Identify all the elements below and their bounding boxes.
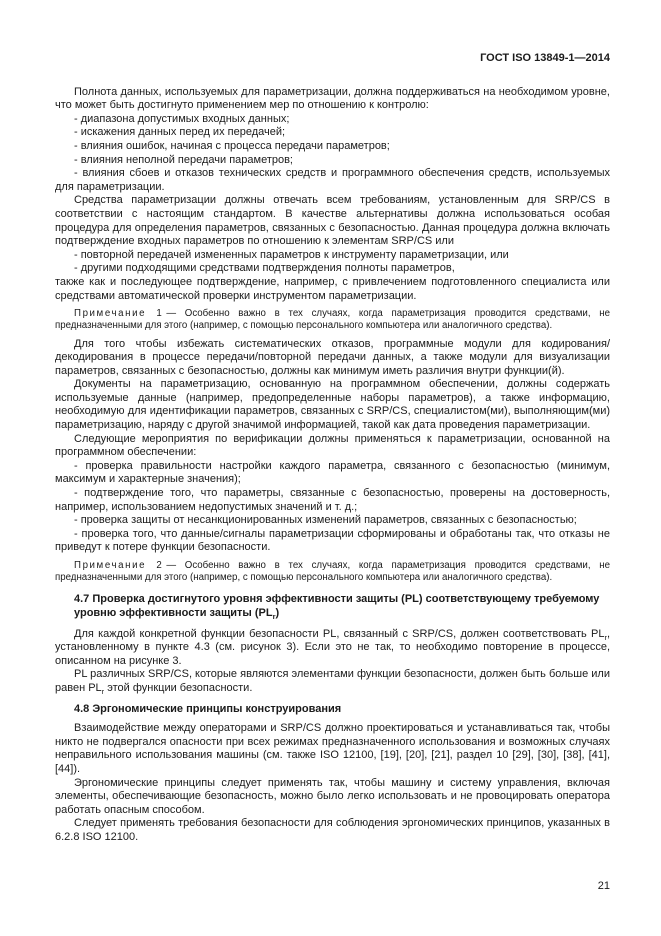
list-item-verification-3: - проверка защиты от несанкционированных изменений параметров, связанных с безопасностью;: [74, 514, 577, 527]
paragraph-systematic-failures: Для того чтобы избежать систематических отказов, программные модули для кодирования/декодирования в процессе передачи/повторной передачи данных, а также модули для визуализации параметров, связанных с безопасностью, должны как минимум иметь различия внутри функции(й).: [55, 337, 610, 377]
subscript-r: r: [272, 612, 276, 622]
note-1-label: Примечание 1: [74, 308, 164, 320]
page-number: 21: [597, 880, 610, 893]
subscript-r: r: [604, 632, 607, 642]
paragraph-verification-intro: Следующие мероприятия по верификации должны применяться к параметризации, основанной на программном обеспечении:: [55, 432, 610, 459]
subscript-r: r: [101, 687, 105, 697]
list-item-confirm-2: - другими подходящими средствами подтверждения полноты параметров,: [74, 262, 455, 275]
list-item-verification-4: - проверка того, что данные/сигналы параметризации сформированы и обработаны так, что отказы не приведут к потере функции безопасности.: [55, 527, 610, 554]
section-heading-4-7: [55, 593, 610, 620]
paragraph-pl-correspondence-a: Для каждой конкретной функции безопасности PL, связанный с SRP/CS, должен соответствовать PL: [74, 627, 605, 640]
list-item-control-2: - искажения данных перед их передачей;: [74, 126, 286, 139]
note-2-text: — Особенно важно в тех случаях, когда параметризация проводится средствами, не предназначенными для этого (например, с помощью персонального компьютера или аналогичного средства).: [55, 560, 610, 584]
list-item-confirm-1: - повторной передачей измененных параметров к инструменту параметризации, или: [74, 248, 509, 261]
paragraph-pl-greater-equal-b: этой функции безопасности.: [104, 681, 253, 694]
paragraph-ergonomics-3: Следует применять требования безопасности для соблюдения эргономических принципов, указанных в 6.2.8 ISO 12100.: [55, 817, 610, 843]
note-1-text: — Особенно важно в тех случаях, когда параметризация проводится средствами, не предназначенными для этого (например, с помощью персонального компьютера или аналогичного средства).: [55, 308, 610, 332]
section-heading-4-8: 4.8 Эргономические принципы конструирования: [74, 702, 342, 715]
note-2: [55, 560, 610, 584]
section-heading-4-7-text: 4.7 Проверка достигнутого уровня эффективности защиты (PL) соответствующему требуемому уровню эффективности защиты (PL: [74, 593, 600, 619]
section-heading-4-7-close: ): [275, 607, 280, 619]
paragraph-parameterization-means: Средства параметризации должны отвечать всем требованиям, установленным для SRP/CS в соответствии с настоящим стандартом. В качестве альтернативы должна использоваться особая процедура для определения параметров, связанных с безопасностью. Данная процедура должна включать подтверждение входных параметров по отношению к элементам SRP/CS или: [55, 194, 610, 248]
list-item-control-3: - влияния ошибок, начиная с процесса передачи параметров;: [74, 139, 390, 152]
standard-designation: ГОСТ ISO 13849-1—2014: [480, 52, 610, 64]
page-content: [55, 86, 610, 845]
page-header: [55, 52, 610, 66]
paragraph-ergonomics-1: Взаимодействие между операторами и SRP/CS должно проектироваться и устанавливаться так, чтобы никто не подвергался опасности при всех режимах предназначенного использования и возможных случаях неправильного использования машины (см. также ISO 12100, [19], [20], [21], раздел 10 [29], [30], [38], [41], [44]).: [55, 722, 610, 775]
paragraph-documentation: Документы на параметризацию, основанную на программном обеспечении, должны содержать используемые данные (например, предопределенные наборы параметров), а также информацию, необходимую для идентификации параметров, связанных с SRP/CS, специалистом(ми), выполняющим(ми) параметризацию, наряду с другой значимой информацией, такой как дата проведения параметризации.: [55, 378, 610, 432]
list-item-verification-1: - проверка правильности настройки каждого параметра, связанного с безопасностью (минимум, максимум и характерные значения);: [55, 459, 610, 486]
list-item-verification-2: - подтверждение того, что параметры, связанные с безопасностью, проверены на достоверность, например, использованием недопустимых значений и т. д.;: [55, 487, 610, 513]
page-footer: [598, 880, 610, 894]
paragraph-subsequent-confirmation: также как и последующее подтверждение, например, с привлечением подготовленного специалиста или средствами автоматической проверки инструментом параметризации.: [55, 275, 610, 302]
paragraph-completeness: Полнота данных, используемых для параметризации, должна поддерживаться на необходимом уровне, что может быть достигнуто применением мер по отношению к контролю:: [55, 85, 610, 112]
list-item-control-4: - влияния неполной передачи параметров;: [74, 153, 293, 166]
paragraph-pl-greater-equal: [55, 668, 610, 695]
list-item-control-1: - диапазона допустимых входных данных;: [74, 112, 290, 125]
list-item-control-5: - влияния сбоев и отказов технических средств и программного обеспечения средств, используемых для параметризации.: [55, 167, 610, 193]
paragraph-pl-correspondence: [55, 628, 610, 669]
note-2-label: Примечание 2: [74, 560, 164, 571]
note-1: [55, 308, 610, 332]
paragraph-ergonomics-2: Эргономические принципы следует применять так, чтобы машину и систему управления, включая элементы, обеспечивающие безопасность, можно было легко использовать и не провоцировать оператора работать опасным способом.: [55, 776, 610, 816]
paragraph-pl-correspondence-b: , установленному в пункте 4.3 (см. рисунок 3). Если это не так, то необходимо повторение в процессе, описанном на рисунке 3.: [55, 627, 610, 667]
paragraph-pl-greater-equal-a: PL различных SRP/CS, которые являются элементами функции безопасности, должен быть больше или равен PL: [55, 668, 610, 694]
